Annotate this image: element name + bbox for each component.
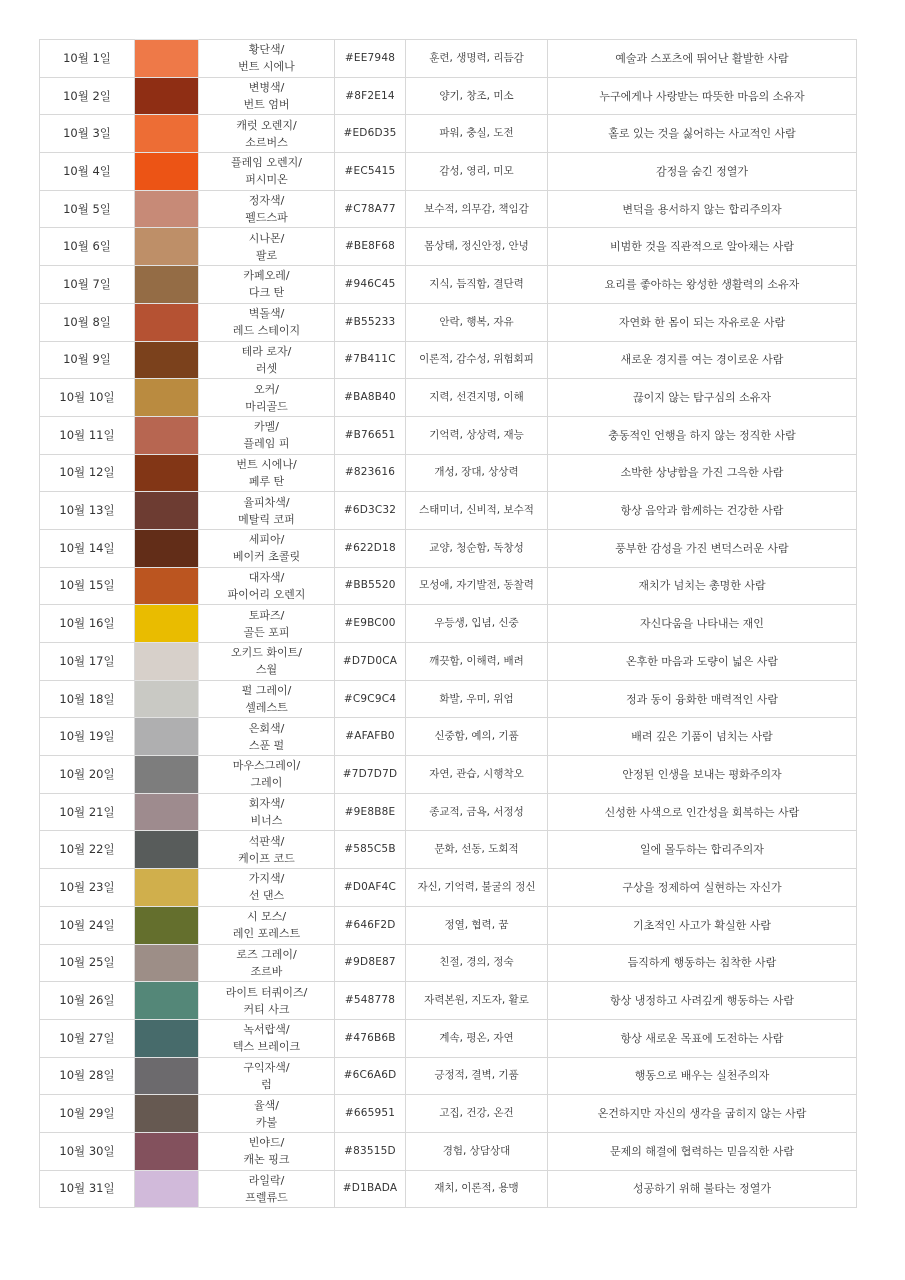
color-swatch: [135, 153, 199, 191]
color-name-secondary: 럼: [261, 1077, 272, 1091]
table-row: [40, 906, 857, 944]
color-name-cell: [199, 944, 335, 982]
color-name-cell: [199, 492, 335, 530]
hex-code-cell: #D7D0CA: [335, 643, 406, 681]
table-row: [40, 756, 857, 794]
color-name-cell: [199, 718, 335, 756]
keywords-cell: 기억력, 상상력, 재능: [406, 416, 548, 454]
date-cell: 10월 4일: [40, 153, 135, 191]
table-row: [40, 982, 857, 1020]
color-name-cell: [199, 1057, 335, 1095]
table-row: [40, 1132, 857, 1170]
keywords-cell: 지력, 선견지명, 이해: [406, 379, 548, 417]
color-swatch: [135, 303, 199, 341]
birthday-color-table: [39, 39, 857, 1208]
table-row: [40, 40, 857, 78]
description-cell: 변덕을 용서하지 않는 합리주의자: [548, 190, 857, 228]
color-swatch: [135, 1170, 199, 1208]
color-name-cell: [199, 567, 335, 605]
color-name-primary: 구익자색/: [243, 1060, 290, 1074]
color-name-secondary: 소르버스: [245, 135, 288, 149]
color-name-primary: 녹서랍색/: [243, 1023, 290, 1037]
description-cell: 구상을 정제하여 실현하는 자신가: [548, 869, 857, 907]
table-row: [40, 492, 857, 530]
table-row: [40, 1019, 857, 1057]
color-name-cell: [199, 982, 335, 1020]
color-name-primary: 펄 그레이/: [241, 684, 292, 698]
description-cell: 성공하기 위해 불타는 정열가: [548, 1170, 857, 1208]
keywords-cell: 경험, 상담상대: [406, 1132, 548, 1170]
color-name-cell: [199, 756, 335, 794]
color-name-primary: 석판색/: [248, 834, 285, 848]
color-name-secondary: 플레임 피: [243, 437, 290, 451]
hex-code-cell: #D1BADA: [335, 1170, 406, 1208]
description-cell: 온건하지만 자신의 생각을 굽히지 않는 사람: [548, 1095, 857, 1133]
color-name-secondary: 스푼 펄: [248, 738, 285, 752]
description-cell: 끊이지 않는 탐구심의 소유자: [548, 379, 857, 417]
color-name-secondary: 베이커 초콜릿: [232, 550, 301, 564]
keywords-cell: 안락, 행복, 자유: [406, 303, 548, 341]
date-cell: 10월 27일: [40, 1019, 135, 1057]
table-row: [40, 153, 857, 191]
color-name-secondary: 퍼시미온: [245, 173, 288, 187]
hex-code-cell: #C78A77: [335, 190, 406, 228]
hex-code-cell: #823616: [335, 454, 406, 492]
hex-code-cell: #622D18: [335, 529, 406, 567]
hex-code-cell: #7B411C: [335, 341, 406, 379]
description-cell: 행동으로 배우는 실천주의자: [548, 1057, 857, 1095]
date-cell: 10월 13일: [40, 492, 135, 530]
color-name-cell: [199, 906, 335, 944]
description-cell: 소박한 상냥함을 가진 그윽한 사람: [548, 454, 857, 492]
keywords-cell: 재치, 이론적, 용맹: [406, 1170, 548, 1208]
description-cell: 예술과 스포츠에 뛰어난 활발한 사람: [548, 40, 857, 78]
color-name-primary: 로즈 그레이/: [236, 947, 297, 961]
hex-code-cell: #B76651: [335, 416, 406, 454]
color-swatch: [135, 1095, 199, 1133]
table-row: [40, 228, 857, 266]
date-cell: 10월 8일: [40, 303, 135, 341]
date-cell: 10월 7일: [40, 266, 135, 304]
keywords-cell: 화발, 우미, 위엄: [406, 680, 548, 718]
color-name-cell: [199, 40, 335, 78]
color-swatch: [135, 416, 199, 454]
table-row: [40, 303, 857, 341]
color-swatch: [135, 454, 199, 492]
color-name-secondary: 러셋: [255, 361, 278, 375]
table-row: [40, 831, 857, 869]
keywords-cell: 자신, 기억력, 불굴의 정신: [406, 869, 548, 907]
color-name-primary: 라일락/: [248, 1173, 285, 1187]
color-swatch: [135, 567, 199, 605]
color-swatch: [135, 266, 199, 304]
table-row: [40, 567, 857, 605]
color-name-primary: 은회색/: [248, 721, 285, 735]
color-name-primary: 테라 로자/: [241, 344, 292, 358]
keywords-cell: 자연, 관습, 시행착오: [406, 756, 548, 794]
color-name-primary: 시 모스/: [246, 910, 287, 924]
hex-code-cell: #665951: [335, 1095, 406, 1133]
date-cell: 10월 18일: [40, 680, 135, 718]
hex-code-cell: #83515D: [335, 1132, 406, 1170]
color-name-primary: 오키드 화이트/: [231, 646, 302, 660]
color-name-secondary: 셀레스트: [245, 701, 288, 715]
table-row: [40, 266, 857, 304]
color-name-secondary: 케이프 코드: [238, 851, 295, 865]
color-name-secondary: 캐논 핑크: [243, 1153, 290, 1167]
description-cell: 신성한 사색으로 인간성을 회복하는 사람: [548, 793, 857, 831]
table-row: [40, 718, 857, 756]
keywords-cell: 이론적, 감수성, 위험회피: [406, 341, 548, 379]
color-name-cell: [199, 153, 335, 191]
color-name-cell: [199, 341, 335, 379]
color-swatch: [135, 529, 199, 567]
color-name-primary: 가지색/: [248, 872, 285, 886]
color-swatch: [135, 228, 199, 266]
description-cell: 요리를 좋아하는 왕성한 생활력의 소유자: [548, 266, 857, 304]
color-swatch: [135, 492, 199, 530]
table-row: [40, 341, 857, 379]
color-name-primary: 회자색/: [248, 797, 285, 811]
color-name-cell: [199, 1095, 335, 1133]
color-name-primary: 카페오레/: [243, 269, 290, 283]
color-name-secondary: 그레이: [250, 776, 283, 790]
date-cell: 10월 28일: [40, 1057, 135, 1095]
color-name-primary: 변병색/: [248, 81, 285, 95]
date-cell: 10월 29일: [40, 1095, 135, 1133]
keywords-cell: 감성, 영리, 미모: [406, 153, 548, 191]
color-swatch: [135, 1132, 199, 1170]
table-row: [40, 1057, 857, 1095]
color-name-secondary: 프렐류드: [245, 1190, 288, 1204]
color-name-primary: 율색/: [254, 1098, 279, 1112]
date-cell: 10월 3일: [40, 115, 135, 153]
date-cell: 10월 11일: [40, 416, 135, 454]
hex-code-cell: #E9BC00: [335, 605, 406, 643]
table-row: [40, 454, 857, 492]
description-cell: 안정된 인생을 보내는 평화주의자: [548, 756, 857, 794]
date-cell: 10월 14일: [40, 529, 135, 567]
color-name-cell: [199, 77, 335, 115]
color-name-secondary: 번트 시에나: [238, 60, 295, 74]
color-swatch: [135, 643, 199, 681]
keywords-cell: 보수적, 의무감, 책임감: [406, 190, 548, 228]
color-name-primary: 빈야드/: [248, 1136, 285, 1150]
keywords-cell: 정열, 협력, 꿈: [406, 906, 548, 944]
color-name-cell: [199, 680, 335, 718]
keywords-cell: 훈련, 생명력, 리듬감: [406, 40, 548, 78]
color-name-cell: [199, 379, 335, 417]
color-name-secondary: 메탈릭 코퍼: [238, 512, 295, 526]
color-swatch: [135, 341, 199, 379]
hex-code-cell: #7D7D7D: [335, 756, 406, 794]
color-name-cell: [199, 831, 335, 869]
color-swatch: [135, 1019, 199, 1057]
color-name-cell: [199, 190, 335, 228]
keywords-cell: 깨끗함, 이해력, 배려: [406, 643, 548, 681]
description-cell: 항상 음악과 함께하는 건강한 사람: [548, 492, 857, 530]
color-name-primary: 토파즈/: [248, 608, 285, 622]
color-name-secondary: 조르바: [250, 964, 283, 978]
color-swatch: [135, 831, 199, 869]
color-name-secondary: 커티 사크: [243, 1002, 290, 1016]
table-row: [40, 605, 857, 643]
color-swatch: [135, 982, 199, 1020]
keywords-cell: 계속, 평온, 자연: [406, 1019, 548, 1057]
color-name-cell: [199, 1170, 335, 1208]
keywords-cell: 모성애, 자기발전, 동찰력: [406, 567, 548, 605]
color-name-cell: [199, 869, 335, 907]
color-name-secondary: 스월: [255, 663, 278, 677]
description-cell: 항상 새로운 목표에 도전하는 사람: [548, 1019, 857, 1057]
color-swatch: [135, 605, 199, 643]
color-name-secondary: 레인 포레스트: [232, 927, 301, 941]
color-swatch: [135, 718, 199, 756]
table-row: [40, 77, 857, 115]
color-name-cell: [199, 1019, 335, 1057]
hex-code-cell: #D0AF4C: [335, 869, 406, 907]
color-name-secondary: 레드 스테이지: [232, 324, 301, 338]
description-cell: 기초적인 사고가 확실한 사람: [548, 906, 857, 944]
color-name-cell: [199, 1132, 335, 1170]
table-row: [40, 793, 857, 831]
color-name-cell: [199, 228, 335, 266]
keywords-cell: 양기, 창조, 미소: [406, 77, 548, 115]
color-name-secondary: 다크 탄: [248, 286, 285, 300]
color-name-primary: 마우스그레이/: [232, 759, 301, 773]
hex-code-cell: #EC5415: [335, 153, 406, 191]
color-swatch: [135, 77, 199, 115]
hex-code-cell: #946C45: [335, 266, 406, 304]
hex-code-cell: #ED6D35: [335, 115, 406, 153]
color-name-primary: 대자색/: [248, 570, 285, 584]
hex-code-cell: #BA8B40: [335, 379, 406, 417]
date-cell: 10월 31일: [40, 1170, 135, 1208]
table-row: [40, 1095, 857, 1133]
date-cell: 10월 26일: [40, 982, 135, 1020]
color-name-cell: [199, 115, 335, 153]
date-cell: 10월 30일: [40, 1132, 135, 1170]
keywords-cell: 지식, 듬직함, 결단력: [406, 266, 548, 304]
date-cell: 10월 25일: [40, 944, 135, 982]
description-cell: 자연화 한 몸이 되는 자유로운 사람: [548, 303, 857, 341]
date-cell: 10월 15일: [40, 567, 135, 605]
color-name-secondary: 팔로: [255, 248, 278, 262]
date-cell: 10월 5일: [40, 190, 135, 228]
hex-code-cell: #8F2E14: [335, 77, 406, 115]
color-name-primary: 율피차색/: [243, 495, 290, 509]
color-swatch: [135, 379, 199, 417]
description-cell: 새로운 경지를 여는 경이로운 사람: [548, 341, 857, 379]
color-name-cell: [199, 454, 335, 492]
date-cell: 10월 23일: [40, 869, 135, 907]
table-row: [40, 944, 857, 982]
keywords-cell: 교양, 청순함, 독창성: [406, 529, 548, 567]
table-row: [40, 529, 857, 567]
description-cell: 자신다움을 나타내는 재인: [548, 605, 857, 643]
color-name-secondary: 선 댄스: [248, 889, 285, 903]
color-swatch: [135, 756, 199, 794]
color-name-cell: [199, 266, 335, 304]
table-row: [40, 416, 857, 454]
color-swatch: [135, 190, 199, 228]
keywords-cell: 자력본원, 지도자, 활로: [406, 982, 548, 1020]
color-name-cell: [199, 529, 335, 567]
color-swatch: [135, 869, 199, 907]
description-cell: 홀로 있는 것을 싫어하는 사교적인 사람: [548, 115, 857, 153]
hex-code-cell: #BB5520: [335, 567, 406, 605]
description-cell: 풍부한 감성을 가진 변덕스러운 사람: [548, 529, 857, 567]
color-swatch: [135, 680, 199, 718]
keywords-cell: 신중함, 예의, 기품: [406, 718, 548, 756]
hex-code-cell: #476B6B: [335, 1019, 406, 1057]
description-cell: 정과 동이 융화한 매력적인 사람: [548, 680, 857, 718]
date-cell: 10월 9일: [40, 341, 135, 379]
color-name-secondary: 비너스: [250, 814, 283, 828]
hex-code-cell: #6C6A6D: [335, 1057, 406, 1095]
color-name-primary: 세피아/: [248, 533, 285, 547]
table-row: [40, 643, 857, 681]
description-cell: 감정을 숨긴 정열가: [548, 153, 857, 191]
color-name-primary: 플레임 오렌지/: [231, 156, 302, 170]
date-cell: 10월 24일: [40, 906, 135, 944]
hex-code-cell: #548778: [335, 982, 406, 1020]
hex-code-cell: #B55233: [335, 303, 406, 341]
date-cell: 10월 6일: [40, 228, 135, 266]
color-name-cell: [199, 793, 335, 831]
hex-code-cell: #9E8B8E: [335, 793, 406, 831]
color-name-primary: 황단색/: [248, 43, 285, 57]
description-cell: 재치가 넘치는 총명한 사람: [548, 567, 857, 605]
description-cell: 비범한 것을 직관적으로 알아채는 사람: [548, 228, 857, 266]
color-swatch: [135, 906, 199, 944]
color-swatch: [135, 944, 199, 982]
keywords-cell: 친절, 경의, 정숙: [406, 944, 548, 982]
table-row: [40, 680, 857, 718]
color-name-primary: 카멜/: [254, 420, 279, 434]
date-cell: 10월 20일: [40, 756, 135, 794]
keywords-cell: 종교적, 금욕, 서정성: [406, 793, 548, 831]
keywords-cell: 우등생, 입념, 신중: [406, 605, 548, 643]
color-swatch: [135, 793, 199, 831]
color-name-primary: 라이트 터쿼이즈/: [225, 985, 308, 999]
keywords-cell: 긍정적, 결벽, 기품: [406, 1057, 548, 1095]
table-row: [40, 379, 857, 417]
date-cell: 10월 19일: [40, 718, 135, 756]
description-cell: 충동적인 언행을 하지 않는 정직한 사람: [548, 416, 857, 454]
color-name-cell: [199, 605, 335, 643]
color-name-secondary: 파이어리 오렌지: [227, 587, 306, 601]
hex-code-cell: #585C5B: [335, 831, 406, 869]
color-name-secondary: 마리골드: [245, 399, 288, 413]
color-name-secondary: 번트 엄버: [243, 98, 290, 112]
hex-code-cell: #C9C9C4: [335, 680, 406, 718]
keywords-cell: 스태미너, 신비적, 보수적: [406, 492, 548, 530]
hex-code-cell: #646F2D: [335, 906, 406, 944]
color-name-secondary: 카불: [255, 1115, 278, 1129]
date-cell: 10월 1일: [40, 40, 135, 78]
keywords-cell: 고집, 건강, 온건: [406, 1095, 548, 1133]
color-name-primary: 오커/: [254, 382, 279, 396]
hex-code-cell: #9D8E87: [335, 944, 406, 982]
date-cell: 10월 16일: [40, 605, 135, 643]
color-name-secondary: 골든 포피: [243, 625, 290, 639]
color-swatch: [135, 115, 199, 153]
description-cell: 듬직하게 행동하는 침착한 사람: [548, 944, 857, 982]
color-name-cell: [199, 416, 335, 454]
color-name-secondary: 텍스 브레이크: [232, 1040, 301, 1054]
table-row: [40, 1170, 857, 1208]
color-name-primary: 벽돌색/: [248, 307, 285, 321]
table-row: [40, 869, 857, 907]
hex-code-cell: #BE8F68: [335, 228, 406, 266]
color-name-secondary: 페루 탄: [248, 474, 285, 488]
keywords-cell: 몸상태, 정신안정, 안녕: [406, 228, 548, 266]
description-cell: 항상 냉정하고 사려깊게 행동하는 사람: [548, 982, 857, 1020]
color-name-primary: 번트 시에나/: [236, 457, 297, 471]
description-cell: 배려 깊은 기품이 넘치는 사람: [548, 718, 857, 756]
color-name-primary: 시나몬/: [248, 231, 285, 245]
description-cell: 누구에게나 사랑받는 따뜻한 마음의 소유자: [548, 77, 857, 115]
date-cell: 10월 21일: [40, 793, 135, 831]
color-name-primary: 캐럿 오렌지/: [236, 118, 297, 132]
hex-code-cell: #EE7948: [335, 40, 406, 78]
keywords-cell: 개성, 장대, 상상력: [406, 454, 548, 492]
date-cell: 10월 12일: [40, 454, 135, 492]
color-swatch: [135, 1057, 199, 1095]
description-cell: 일에 몰두하는 합리주의자: [548, 831, 857, 869]
color-swatch: [135, 40, 199, 78]
table-row: [40, 190, 857, 228]
description-cell: 온후한 마음과 도량이 넓은 사람: [548, 643, 857, 681]
color-name-cell: [199, 303, 335, 341]
hex-code-cell: #AFAFB0: [335, 718, 406, 756]
date-cell: 10월 2일: [40, 77, 135, 115]
color-name-secondary: 펠드스파: [245, 211, 288, 225]
date-cell: 10월 10일: [40, 379, 135, 417]
keywords-cell: 파워, 충실, 도전: [406, 115, 548, 153]
date-cell: 10월 17일: [40, 643, 135, 681]
table-row: [40, 115, 857, 153]
table-body: [40, 40, 857, 1208]
date-cell: 10월 22일: [40, 831, 135, 869]
hex-code-cell: #6D3C32: [335, 492, 406, 530]
keywords-cell: 문화, 선동, 도회적: [406, 831, 548, 869]
description-cell: 문제의 해결에 협력하는 믿음직한 사람: [548, 1132, 857, 1170]
color-name-primary: 정자색/: [248, 194, 285, 208]
color-name-cell: [199, 643, 335, 681]
